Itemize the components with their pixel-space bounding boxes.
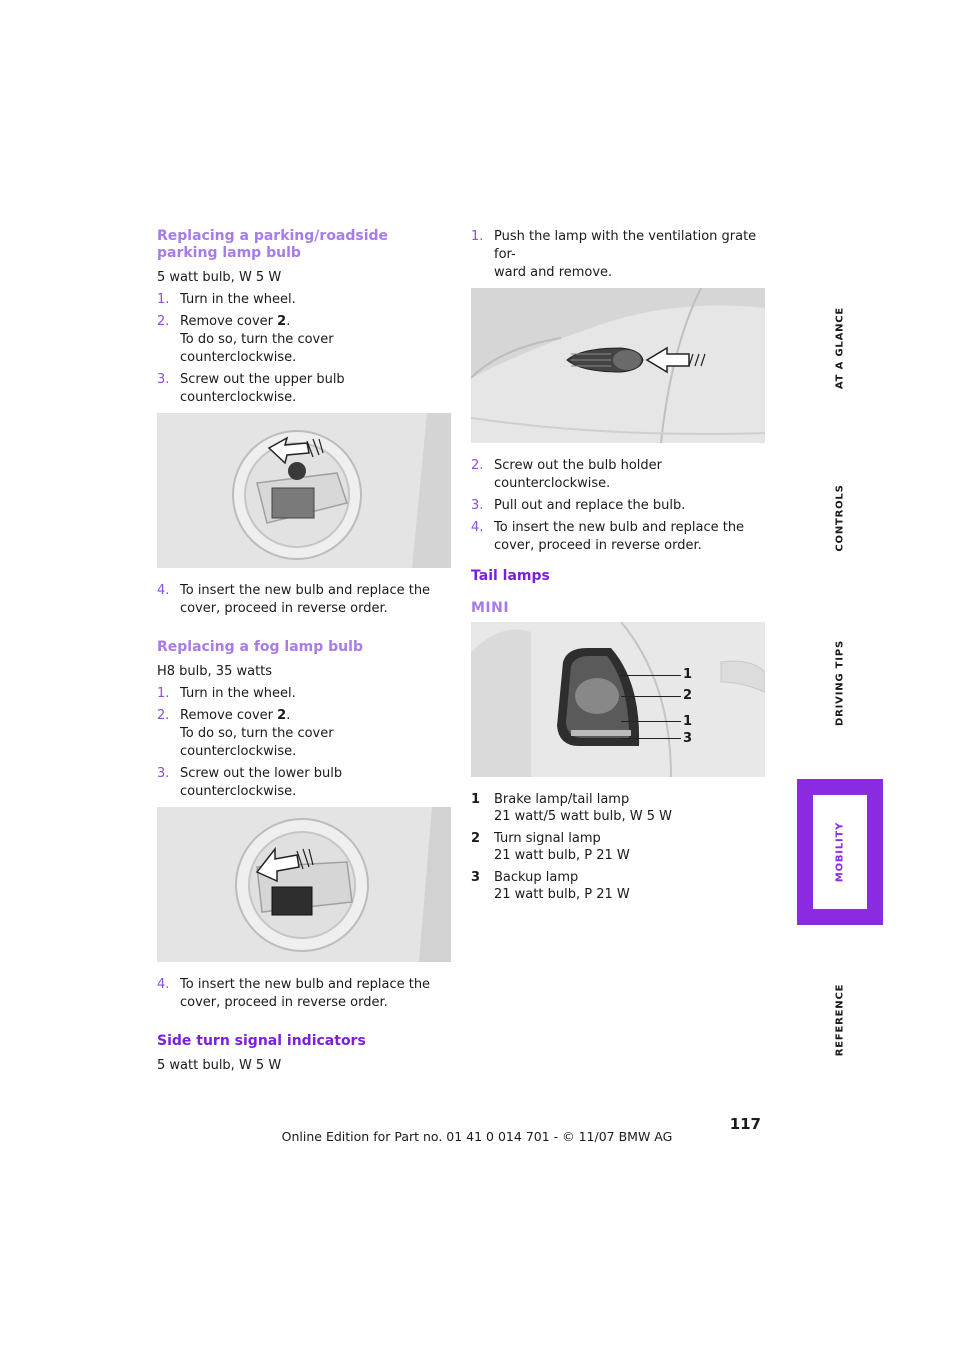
- parking-heading: Replacing a parking/roadside parking lamp bulb: [157, 228, 389, 261]
- tab-driving-tips[interactable]: DRIVING TIPS: [834, 639, 846, 726]
- fog-heading: Replacing a fog lamp bulb: [157, 639, 363, 655]
- callout-3: 3: [683, 731, 693, 746]
- tab-at-a-glance[interactable]: AT A GLANCE: [834, 306, 846, 389]
- tail-lamp-figure: [471, 622, 765, 777]
- parking-step-4: [157, 582, 452, 618]
- parking-steps: [157, 291, 452, 407]
- fog-lamp-illustration: [157, 807, 451, 962]
- step-item: 1. Turn in the wheel.: [157, 686, 296, 701]
- left-column: [157, 228, 452, 1079]
- tab-controls[interactable]: CONTROLS: [834, 483, 846, 552]
- tail-lamp-parts: [471, 791, 766, 903]
- fog-steps: [157, 685, 452, 801]
- mini-heading: MINI: [471, 600, 510, 616]
- tail-lamps-heading: Tail lamps: [471, 568, 550, 584]
- tab-mobility[interactable]: MOBILITY: [797, 779, 883, 925]
- tab-reference[interactable]: REFERENCE: [834, 983, 846, 1056]
- parking-bulb-spec: 5 watt bulb, W 5 W: [157, 270, 282, 285]
- side-signal-illustration: [471, 288, 765, 443]
- callout-1: 1: [683, 667, 693, 682]
- tail-lamp-illustration: [471, 622, 765, 777]
- side-step-1: [471, 228, 766, 282]
- side-bulb-spec: 5 watt bulb, W 5 W: [157, 1058, 282, 1073]
- footer-edition: Online Edition for Part no. 01 41 0 014 701 - © 11/07 BMW AG: [281, 1129, 673, 1144]
- section-tabs: [797, 0, 883, 1350]
- step-item: 3. Screw out the upper bulb counterclockwise.: [157, 372, 345, 405]
- fog-bulb-spec: H8 bulb, 35 watts: [157, 664, 273, 679]
- step-item: 3. Screw out the lower bulb counterclockwise.: [157, 766, 343, 799]
- parking-lamp-figure: [157, 413, 451, 568]
- step-item: 1. Turn in the wheel.: [157, 292, 296, 307]
- step-item: 1. Push the lamp with the ventilation grate for- ward and remove.: [471, 229, 757, 280]
- step-item: 2. Screw out the bulb holder counterclockwise.: [471, 458, 662, 491]
- side-signal-figure: [471, 288, 765, 443]
- step-item: 4. To insert the new bulb and replace the cover, proceed in reverse order.: [157, 977, 431, 1010]
- step-item: 2. Remove cover 2. To do so, turn the cover counterclockwise.: [157, 708, 334, 759]
- parking-lamp-illustration: [157, 413, 451, 568]
- step-item: 4. To insert the new bulb and replace the cover, proceed in reverse order.: [471, 520, 745, 553]
- callout-1b: 1: [683, 714, 693, 729]
- page-number: 117: [729, 1115, 761, 1133]
- part-item: 1 Brake lamp/tail lamp 21 watt/5 watt bulb, W 5 W: [471, 792, 673, 824]
- fog-step-4: [157, 976, 452, 1012]
- right-column: [471, 228, 766, 908]
- step-item: 3. Pull out and replace the bulb.: [471, 498, 686, 513]
- callout-2: 2: [683, 688, 693, 703]
- part-item: 2 Turn signal lamp 21 watt bulb, P 21 W: [471, 831, 630, 863]
- side-signal-heading: Side turn signal indicators: [157, 1033, 366, 1049]
- part-item: 3 Backup lamp 21 watt bulb, P 21 W: [471, 870, 630, 902]
- side-steps-rest: [471, 457, 766, 555]
- step-item: 4. To insert the new bulb and replace the cover, proceed in reverse order.: [157, 583, 431, 616]
- fog-lamp-figure: [157, 807, 451, 962]
- step-item: 2. Remove cover 2. To do so, turn the cover counterclockwise.: [157, 314, 334, 365]
